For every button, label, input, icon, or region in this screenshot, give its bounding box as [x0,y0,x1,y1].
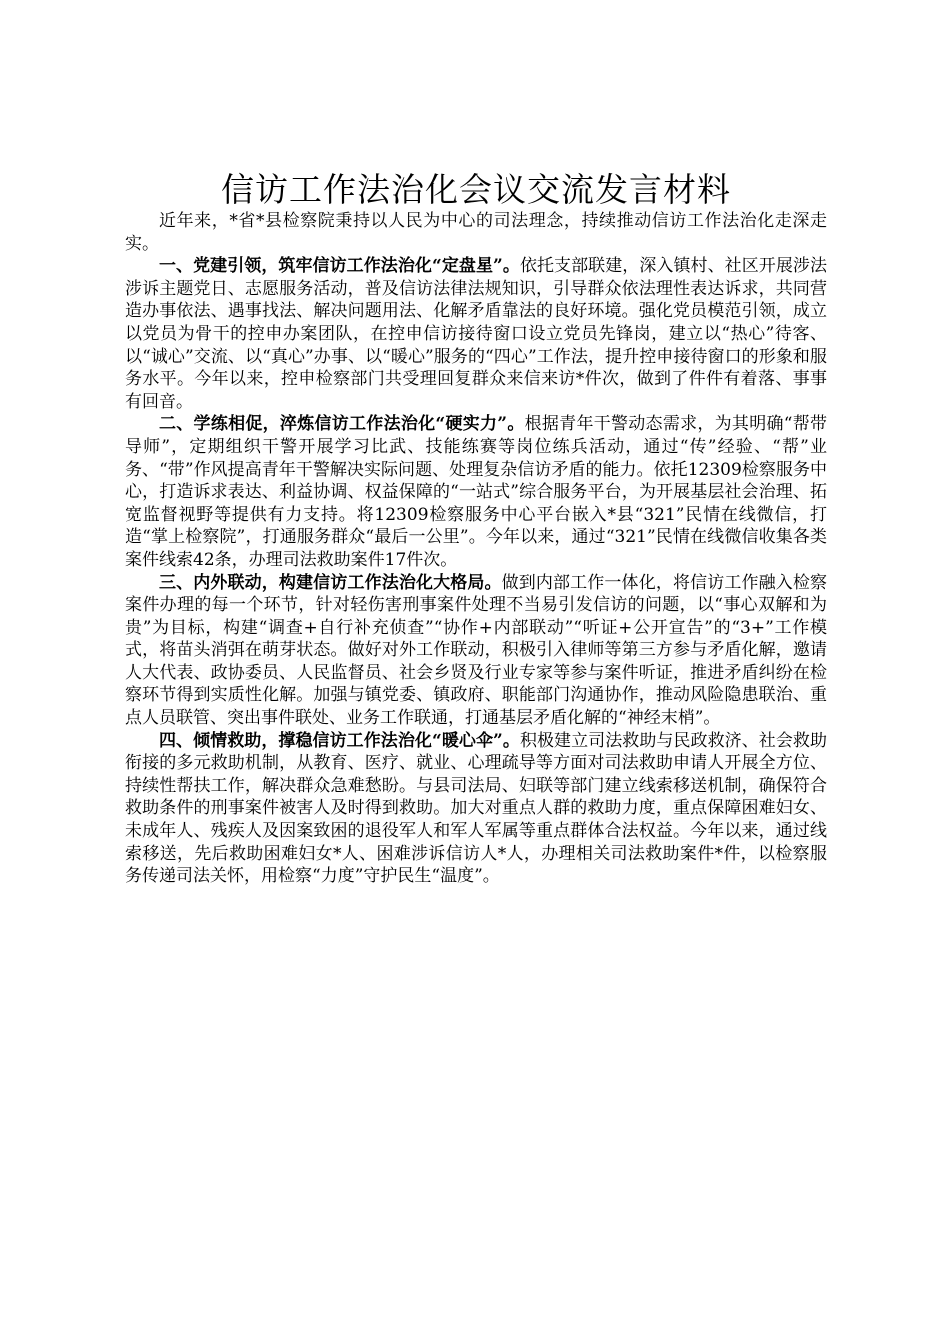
section-3-heading: 三、内外联动，构建信访工作法治化大格局。 [159,572,502,593]
section-4-heading: 四、倾情救助，撑稳信访工作法治化“暖心伞”。 [159,730,520,751]
section-2-heading: 二、学练相促，淬炼信访工作法治化“硬实力”。 [159,414,525,435]
section-3-paragraph [125,572,827,730]
document-title: 信访工作法治化会议交流发言材料 [221,170,731,209]
section-4-body: 积极建立司法救助与民政救济、社会救助衔接的多元救助机制，从教育、医疗、就业、心理疏导等方面对司法救助申请人开展全方位、持续性帮扶工作，解决群众急难愁盼。与县司法局、妇联等部门建立线索移送机制，确保符合救助条件的刑事案件被害人及时得到救助。加大对重点人群的救助力度，重点保障困难妇女、未成年人、残疾人及因案致困的退役军人和军人军属等重点群体合法权益。今年以来，通过线索移送，先后救助困难妇女*人、困难涉诉信访人*人，办理相关司法救助案件*件，以检察服务传递司法关怀，用检察“力度”守护民生“温度”。 [125,730,827,887]
section-2-paragraph [125,413,827,571]
section-1-heading: 一、党建引领，筑牢信访工作法治化“定盘星”。 [159,256,520,277]
document-page [125,170,827,888]
section-1-paragraph [125,255,827,413]
section-2-body: 根据青年干警动态需求，为其明确“帮带导师”，定期组织干警开展学习比武、技能练赛等岗位练兵活动，通过“传”经验、“帮”业务、“带”作风提高青年干警解决实际问题、处理复杂信访矛盾的能力。依托12309检察服务中心，打造诉求表达、利益协调、权益保障的“一站式”综合服务平台，为开展基层社会治理、拓宽监督视野等提供有力支持。将12309检察服务中心平台嵌入*县“321”民情在线微信，打造“掌上检察院”，打通服务群众“最后一公里”。今年以来，通过“321”民情在线微信收集各类案件线索42条，办理司法救助案件17件次。 [125,414,827,570]
section-4-paragraph [125,730,827,888]
section-1-body: 依托支部联建，深入镇村、社区开展涉法涉诉主题党日、志愿服务活动，普及信访法律法规知识，引导群众依法理性表达诉求，共同营造办事依法、遇事找法、解决问题用法、化解矛盾靠法的良好环境。强化党员模范引领，成立以党员为骨干的控申办案团队，在控申信访接待窗口设立党员先锋岗，建立以“热心”待客、以“诚心”交流、以“真心”办事、以“暖心”服务的“四心”工作法，提升控申接待窗口的形象和服务水平。今年以来，控申检察部门共受理回复群众来信来访*件次，做到了件件有着落、事事有回音。 [125,256,827,412]
intro-paragraph: 近年来，*省*县检察院秉持以人民为中心的司法理念，持续推动信访工作法治化走深走实。 [125,211,827,254]
section-3-body: 做到内部工作一体化，将信访工作融入检察案件办理的每一个环节，针对轻伤害刑事案件处理不当易引发信访的问题，以“事心双解和为贵”为目标，构建“调查+自行补充侦查”“协作+内部联动”“听证+公开宣告”的“3+”工作模式，将苗头消弭在萌芽状态。做好对外工作联动，积极引入律师等第三方参与矛盾化解，邀请人大代表、政协委员、人民监督员、社会乡贤及行业专家等参与案件听证，推进矛盾纠纷在检察环节得到实质性化解。加强与镇党委、镇政府、职能部门沟通协作，推动风险隐患联治、重点人员联管、突出事件联处、业务工作联通，打通基层矛盾化解的“神经末梢”。 [125,572,828,729]
